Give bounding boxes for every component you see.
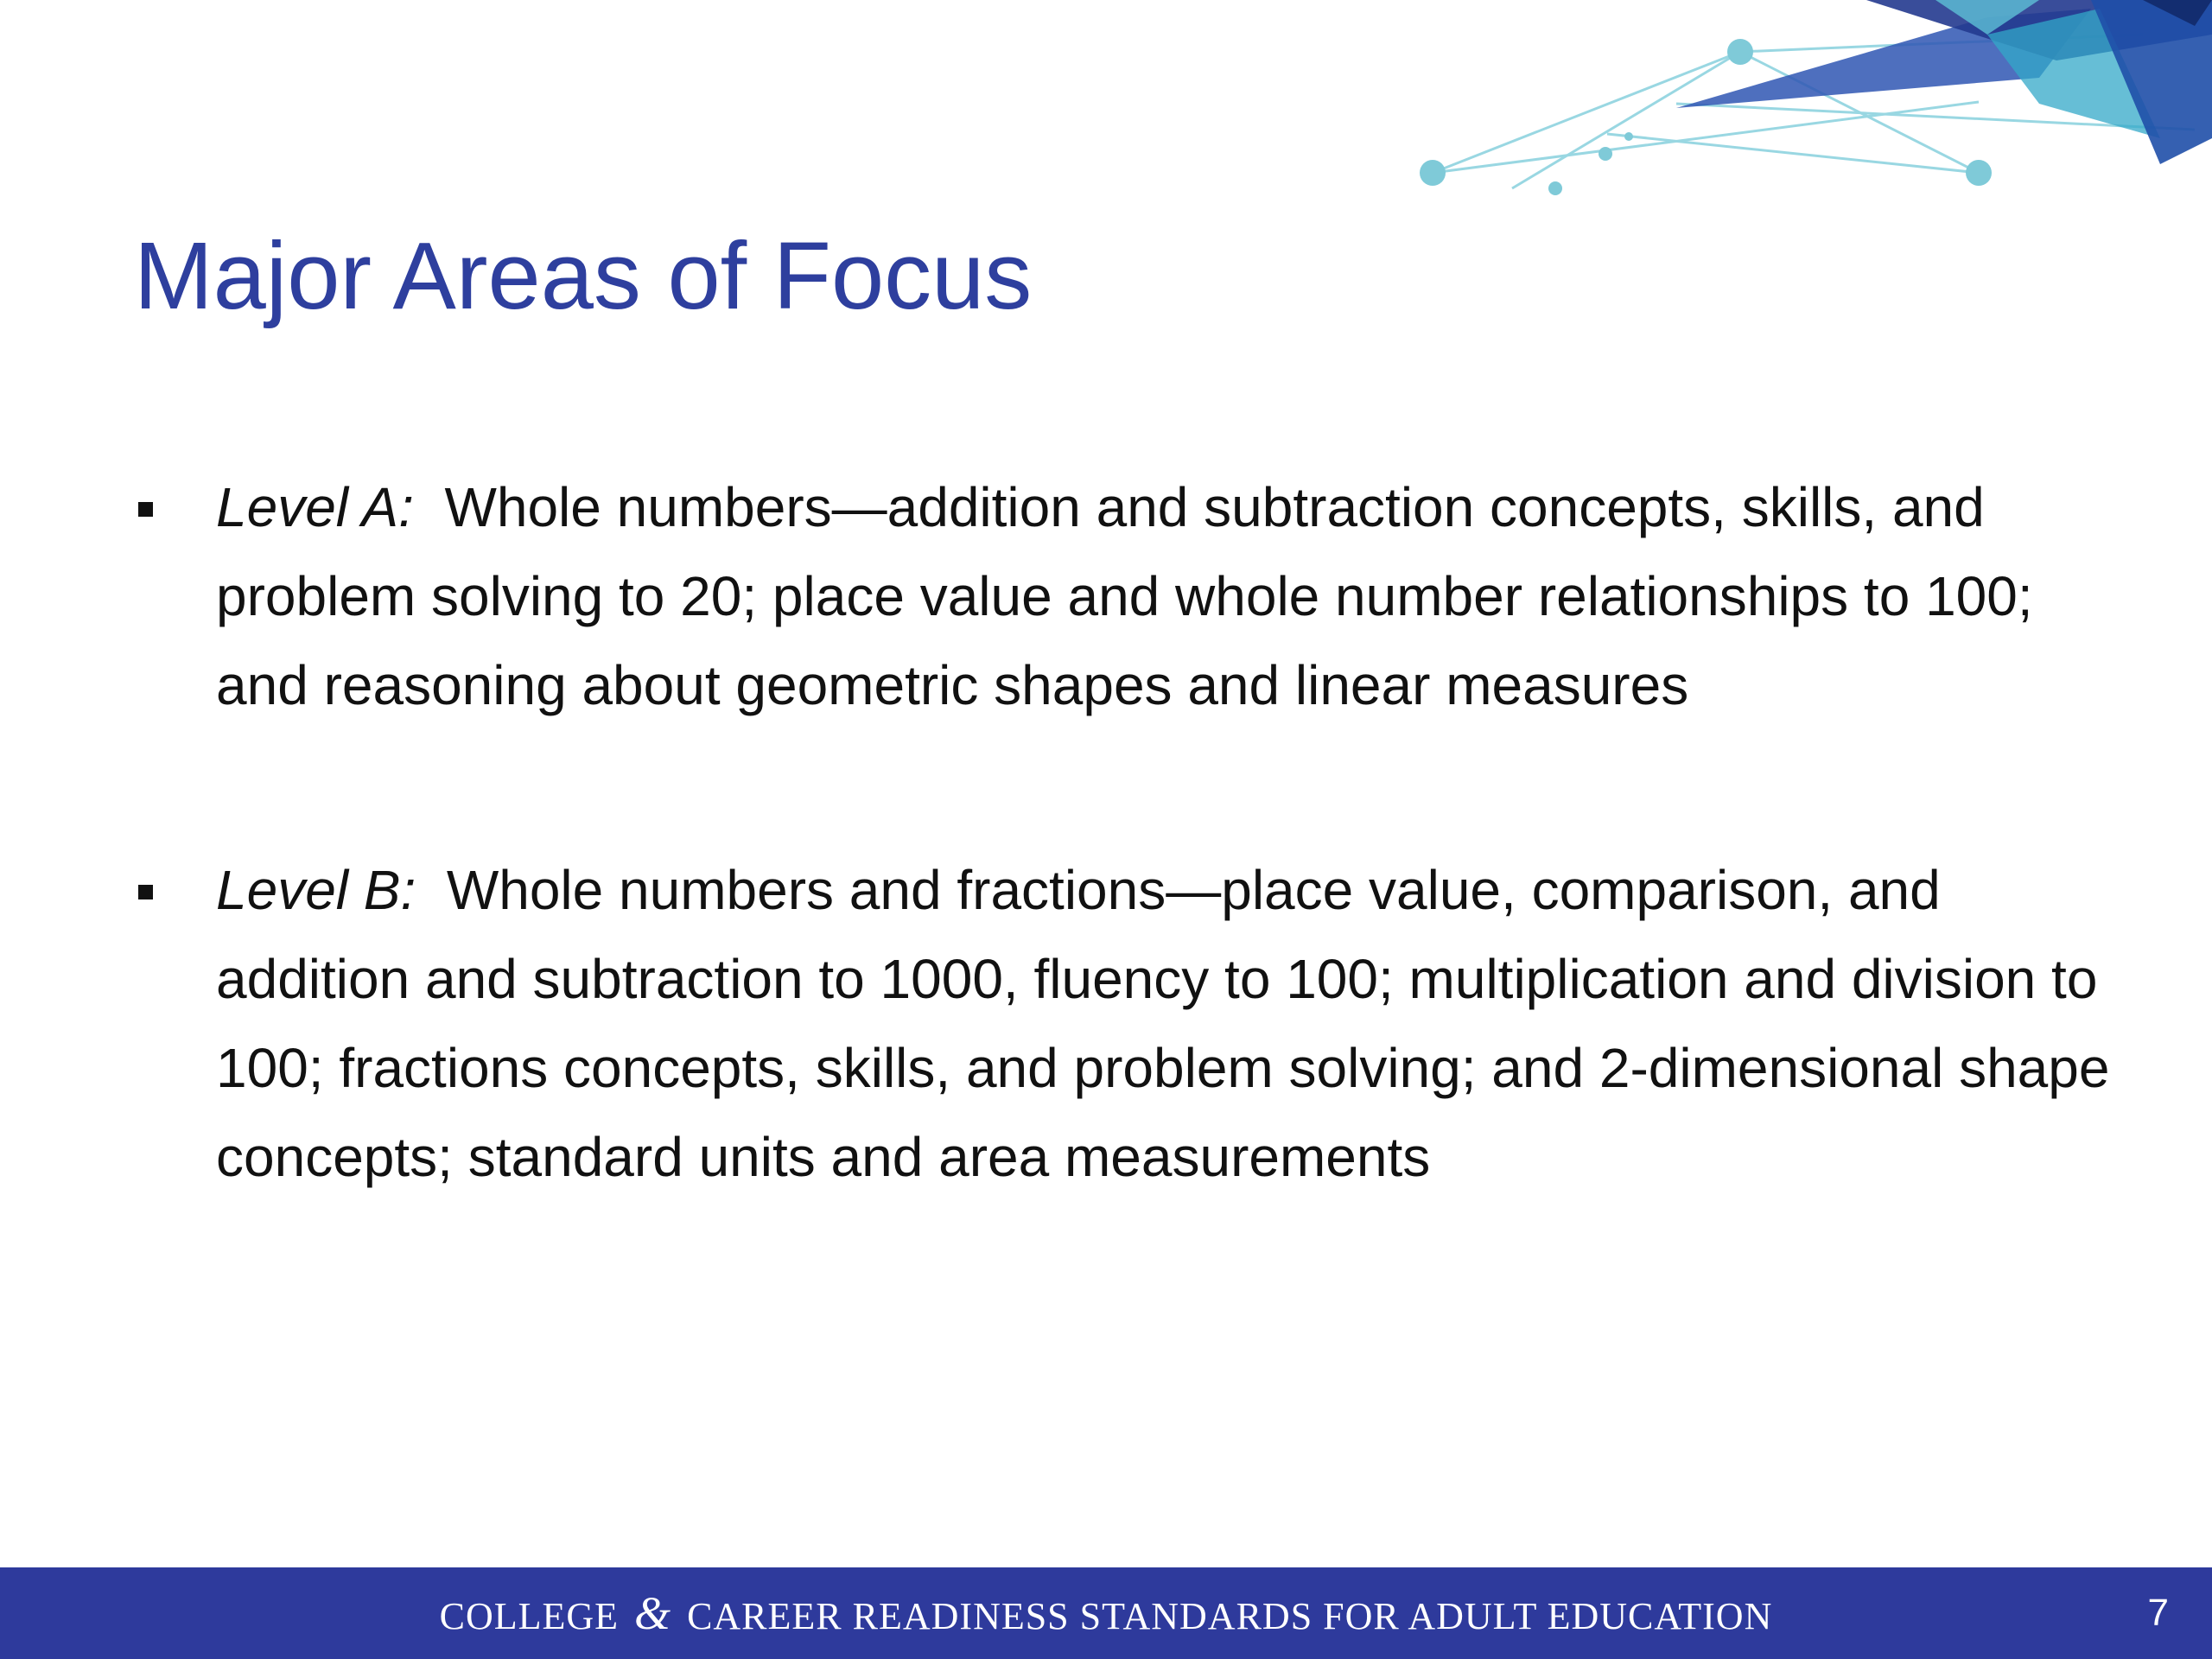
footer-ampersand: & [634,1587,672,1639]
bullet-label: Level A: [216,476,414,538]
bullet-item-level-a [134,463,2121,730]
page-number: 7 [2147,1592,2169,1634]
network-decoration-graphic [1382,0,2212,225]
bullet-text: Whole numbers—addition and subtraction concepts, skills, and problem solving to 20; place value and whole number relationships to 100; and reasoning about geometric shapes and linear measures [216,476,2033,716]
square-bullet-icon [138,502,153,517]
bullet-item-level-b [134,846,2121,1202]
footer-title [0,1567,2212,1659]
bullet-text: Whole numbers and fractions—place value, comparison, and addition and subtraction to 1000, fluency to 100; multiplication and division to 100; fractions concepts, skills, and problem solving; and 2-dimensional shape concepts; standard units and area measurements [216,859,2110,1188]
slide-title: Major Areas of Focus [134,223,1033,329]
footer-bar [0,1567,2212,1659]
bullet-label: Level B: [216,859,416,921]
square-bullet-icon [138,885,153,899]
footer-text-right: CAREER READINESS STANDARDS FOR ADULT EDUCATION [687,1595,1773,1637]
bullet-list [134,463,2121,1202]
footer-text-left: COLLEGE [439,1595,620,1637]
